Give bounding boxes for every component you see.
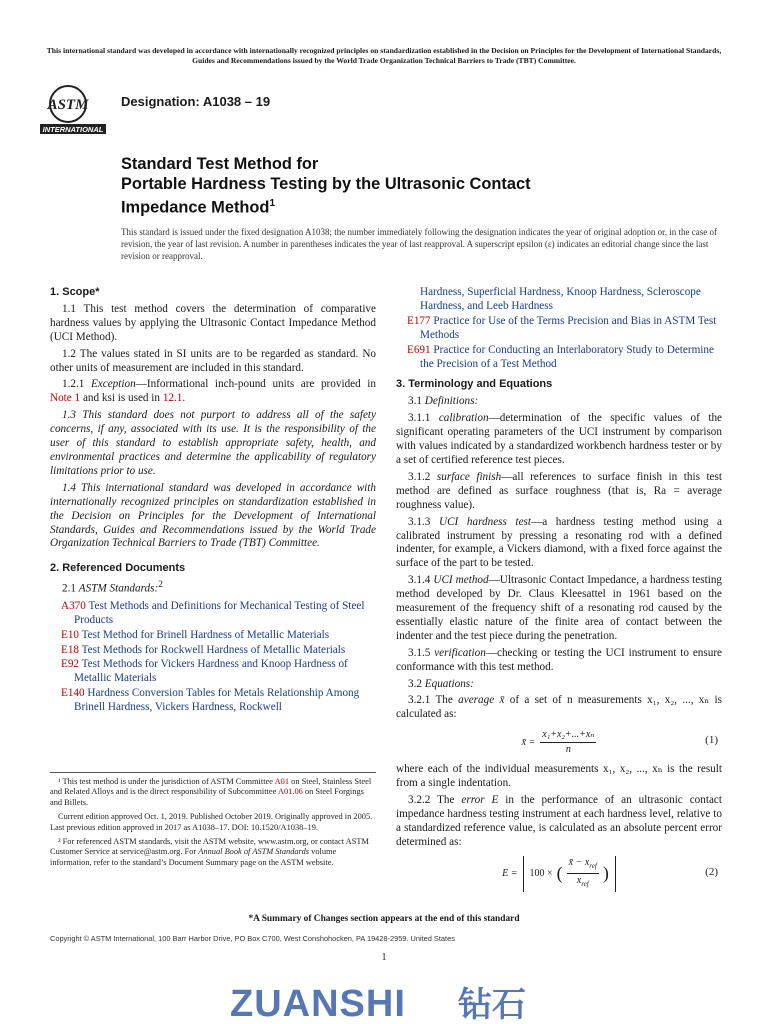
link-a01-06[interactable]: A01.06 xyxy=(277,787,303,797)
paragraph-3-1: 3.1 Definitions: xyxy=(408,395,479,408)
footnote-1: ¹ This test method is under the jurisdiction of ASTM Committee A01 on Steel, Stainless Steel and Related Alloys and is the direct responsibility of Subcommittee A01.06 on Steel Forgings and Billets. xyxy=(50,777,372,807)
title-line-1: Standard Test Method for xyxy=(121,155,319,173)
footnote-1-edition: Current edition approved Oct. 1, 2019. Published October 2019. Originally approved in 2005. Last previous edition approved in 2017 as A1038–17. DOI: 10.1520/A1038–19. xyxy=(50,812,373,832)
reference-item[interactable]: E140 Hardness Conversion Tables for Metals Relationship Among Brinell Hardness, Vickers Hardness, Rockwell xyxy=(61,687,360,714)
equation-number-1: (1) xyxy=(705,734,718,747)
zuanshi-watermark xyxy=(230,978,550,1024)
issuance-statement: This standard is issued under the fixed designation A1038; the number immediately following the designation indicates the year of original adoption or, in the case of revision, the year of last revision. A number in parentheses indicates the year of last reapproval. A superscript epsilon (ε) indicates an editorial change since the last revision or reapproval. xyxy=(121,227,717,261)
standards-notice: This international standard was developed in accordance with internationally recognized principles on standardization established in the Decision on Principles for the Development of International Standards, Guides and Recommendations issued by the World Trade Organization Technical Barriers to Trade (TBT) Committee. xyxy=(46,46,722,65)
zuanshi-watermark-logo xyxy=(230,978,550,1024)
paragraph-where: where each of the individual measurements x₁, x₂, ..., xₙ is the result from a single indentation. xyxy=(396,763,722,789)
document-title xyxy=(121,154,681,217)
equation-1: x̄ = $\frac{\text{x₁+x₂+...+xₙ}}{n}$ (1) xyxy=(521,729,718,756)
section-heading-terminology: 3. Terminology and Equations xyxy=(396,378,553,391)
paragraph-3-2-1: 3.2.1 The average x̄ of a set of n measurements x₁, x₂, ..., xₙ is calculated as: xyxy=(396,694,722,721)
reference-item[interactable]: A370 Test Methods and Definitions for Mechanical Testing of Steel Products xyxy=(61,599,365,626)
paragraph-1-2: 1.2 The values stated in SI units are to be regarded as standard. No other units of measurement are included in this standard. xyxy=(50,347,376,374)
page-number: 1 xyxy=(381,952,387,963)
paragraph-3-1-4: 3.1.4 UCI method—Ultrasonic Contact Impedance, a hardness testing method developed by Dr. Claus Kleesattel in 1961 based on the measurement of the frequency shift of a resonating rod caused by the essentially elastic nature of the finite area of contact between the indenter and the test piece during the penetration. xyxy=(396,574,723,642)
paragraph-1-3: 1.3 This standard does not purport to address all of the safety concerns, if any, associated with its use. It is the responsibility of the user of this standard to establish appropriate safety, health, and environmental practices and determine the applicability of regulatory limitations prior to use. xyxy=(50,409,376,477)
paragraph-2-1: 2.1 ASTM Standards:$^2$ xyxy=(62,580,163,595)
paragraph-1-4: 1.4 This international standard was developed in accordance with internationally recognized principles on standardization established in the Decision on Principles for the Development of International Standards, Guides and Recommendations issued by the World Trade Organization Technical Barriers to Trade (TBT) Committee. xyxy=(50,481,376,550)
paragraph-1-1: 1.1 This test method covers the determination of comparative hardness values by applying the Ultrasonic Contact Impedance Method (UCI Method). xyxy=(50,302,376,343)
reference-item[interactable]: E18 Test Methods for Rockwell Hardness of Metallic Materials xyxy=(61,643,346,656)
paragraph-3-1-5: 3.1.5 verification—checking or testing the UCI instrument to ensure conformance with this test method. xyxy=(396,646,723,673)
astm-logo xyxy=(38,82,114,138)
copyright: Copyright © ASTM International, 100 Barr Harbor Drive, PO Box C700, West Conshohocken, PA 19428-2959. United States xyxy=(50,934,455,943)
equation-number-2: (2) xyxy=(705,865,718,878)
title-line-2: Portable Hardness Testing by the Ultrasonic Contact xyxy=(121,175,531,193)
reference-item[interactable]: E92 Test Methods for Vickers Hardness and Knoop Hardness of Metallic Materials xyxy=(61,658,348,685)
left-column xyxy=(50,286,376,716)
reference-item[interactable]: E10 Test Method for Brinell Hardness of Metallic Materials xyxy=(61,628,330,641)
svg-text:钻石: 钻石 xyxy=(458,985,526,1024)
link-note-1[interactable]: Note 1 xyxy=(50,392,81,405)
svg-text:INTERNATIONAL: INTERNATIONAL xyxy=(42,125,104,134)
paragraph-3-1-1: 3.1.1 calibration—determination of the specific values of the significant operating parameters of the UCI instrument by comparison with values indicated by a standardized workbench hardness tester or by a set of certified reference test pieces. xyxy=(396,412,722,466)
svg-text:ZUANSHI: ZUANSHI xyxy=(230,983,406,1024)
footnote-2: ² For referenced ASTM standards, visit the ASTM website, www.astm.org, or contact ASTM Customer Service at service@astm.org. For Annual Book of ASTM Standards volume information, refer to the standard’s Document Summary page on the ASTM website. xyxy=(50,837,369,867)
reference-item[interactable]: E691 Practice for Conducting an Interlaboratory Study to Determine the Precision of a Test Method xyxy=(407,343,714,370)
astm-logo-icon xyxy=(38,82,114,138)
section-heading-scope: 1. Scope* xyxy=(50,286,100,298)
paragraph-3-2-2: 3.2.2 The error E in the performance of an ultrasonic contact impedance hardness testing instrument at each hardness level, relative to a standardized reference value, is calculated as an absolute percent error determined as: xyxy=(396,793,722,848)
equation-2: E = 100 × ( x̄ − $x_{ref}$ $x_{ref}$ ) (2) xyxy=(396,856,722,893)
paragraph-1-2-1: 1.2.1 Exception—Informational inch-pound units are provided in Note 1 and ksi is used in 12.1. xyxy=(50,378,376,405)
reference-item[interactable]: E177 Practice for Use of the Terms Precision and Bias in ASTM Test Methods xyxy=(407,314,717,341)
paragraph-3-1-2: 3.1.2 surface finish—all references to surface finish in this test method are defined as surface roughness (that is, Ra = average roughness value). xyxy=(396,470,722,511)
footnotes xyxy=(50,772,376,872)
title-line-3: Impedance Method$^1$ xyxy=(121,198,276,217)
summary-of-changes-note: *A Summary of Changes section appears at the end of this standard xyxy=(248,914,520,924)
svg-text:ASTM: ASTM xyxy=(47,97,89,113)
link-a01[interactable]: A01 xyxy=(274,777,290,786)
paragraph-3-1-3: 3.1.3 UCI hardness test—a hardness testing method using a calibrated instrument by pressing a resonating rod with a defined indenter, for example, a Vickers diamond, with a fixed force against the surface of the part to be tested. xyxy=(396,515,723,570)
section-heading-referenced-documents: 2. Referenced Documents xyxy=(50,562,186,575)
reference-item-continued[interactable]: Hardness, Superficial Hardness, Knoop Hardness, Scleroscope Hardness, and Leeb Hardness xyxy=(420,286,701,312)
link-12-1[interactable]: 12.1 xyxy=(162,392,183,405)
right-column xyxy=(396,286,722,898)
designation: Designation: A1038 – 19 xyxy=(121,94,271,109)
paragraph-3-2: 3.2 Equations: xyxy=(408,677,474,690)
